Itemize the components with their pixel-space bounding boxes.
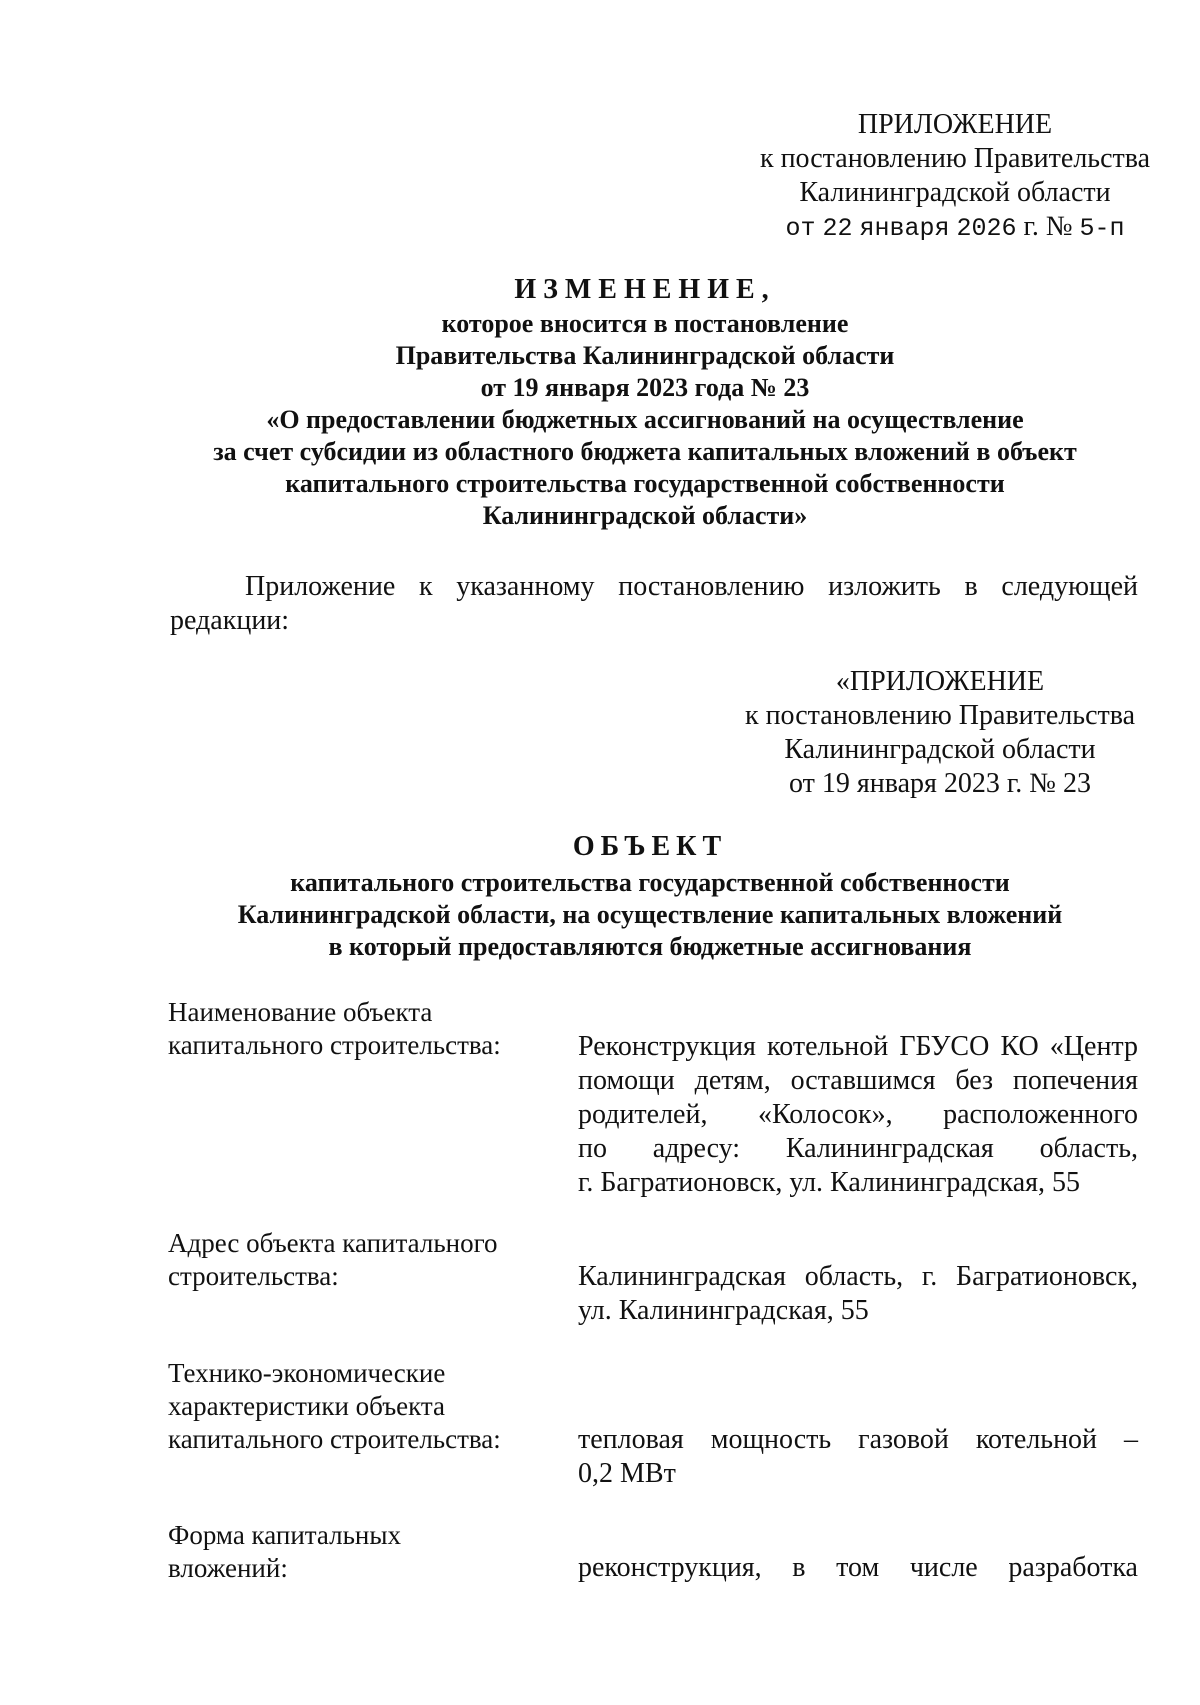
object-heading-line: в который предоставляются бюджетные ассигнования	[328, 932, 972, 961]
field-value-line: 0,2 МВт	[578, 1458, 676, 1489]
date-year: 2026	[956, 214, 1017, 243]
appendix-line-1: к постановлению Правительства	[759, 143, 1151, 174]
appendix-date-line	[730, 210, 1180, 246]
change-heading-line: от 19 января 2023 года № 23	[480, 373, 810, 402]
new-appendix-line-3: от 19 января 2023 г. № 23	[789, 768, 1091, 799]
field-value-line: помощи детям, оставшимся без попечения	[578, 1065, 1138, 1096]
field-value-object-address	[578, 1260, 1138, 1328]
date-day: 22	[822, 214, 853, 243]
field-value-line: г. Багратионовск, ул. Калининградская, 55	[578, 1167, 1081, 1198]
object-heading	[150, 831, 1150, 963]
field-value-technical-characteristics	[578, 1423, 1138, 1491]
field-label-line: Форма капитальных	[168, 1520, 402, 1550]
field-value-object-name	[578, 1030, 1138, 1200]
field-value-line: родителей, «Колосок», расположенного	[578, 1099, 1138, 1130]
field-label-line: капитального строительства:	[168, 1030, 501, 1060]
change-heading-line: капитального строительства государственной собственности	[285, 469, 1005, 498]
object-heading-line: капитального строительства государственной собственности	[290, 868, 1010, 897]
appendix-title: ПРИЛОЖЕНИЕ	[857, 109, 1053, 140]
change-title: ИЗМЕНЕНИЕ,	[514, 274, 776, 305]
field-label-line: строительства:	[168, 1261, 339, 1291]
instruction-line-2: редакции:	[170, 605, 290, 636]
appendix-header	[730, 108, 1180, 246]
object-heading-line: Калининградской области, на осуществление капитальных вложений	[237, 900, 1063, 929]
field-label-investment-form	[168, 1519, 528, 1585]
change-heading-line: Правительства Калининградской области	[395, 341, 895, 370]
new-appendix-line-1: к постановлению Правительства	[744, 700, 1136, 731]
field-value-line: по адресу: Калининградская область,	[578, 1133, 1138, 1164]
change-heading-line: за счет субсидии из областного бюджета капитальных вложений в объект	[213, 437, 1077, 466]
field-value-line: тепловая мощность газовой котельной –	[578, 1424, 1138, 1455]
object-title: ОБЪЕКТ	[572, 831, 728, 862]
instruction-line-1: Приложение к указанному постановлению изложить в следующей	[245, 571, 1138, 602]
field-label-line: вложений:	[168, 1553, 288, 1583]
new-appendix-header	[720, 665, 1160, 801]
change-heading	[150, 274, 1140, 532]
date-prefix: от	[785, 214, 816, 243]
field-label-line: Адрес объекта капитального	[168, 1228, 498, 1258]
field-label-object-name	[168, 996, 528, 1062]
field-label-line: характеристики объекта	[168, 1391, 446, 1421]
field-value-line: Калининградская область, г. Багратионовск,	[578, 1261, 1138, 1292]
field-label-line: Наименование объекта	[168, 997, 433, 1027]
field-label-object-address	[168, 1227, 528, 1293]
document-number: 5-п	[1079, 214, 1125, 243]
field-value-line: Реконструкция котельной ГБУСО КО «Центр	[578, 1031, 1138, 1062]
change-heading-line: «О предоставлении бюджетных ассигнований на осуществление	[266, 405, 1024, 434]
new-appendix-title: «ПРИЛОЖЕНИЕ	[835, 666, 1045, 697]
field-value-line: ул. Калининградская, 55	[578, 1295, 869, 1326]
field-value-line: реконструкция, в том числе разработка	[578, 1552, 1138, 1583]
field-label-line: Технико-экономические	[168, 1358, 446, 1388]
date-month: января	[859, 214, 950, 243]
field-label-line: капитального строительства:	[168, 1424, 501, 1454]
field-label-technical-characteristics	[168, 1357, 528, 1456]
change-heading-line: которое вносится в постановление	[441, 309, 849, 338]
field-value-investment-form	[578, 1551, 1138, 1585]
new-appendix-line-2: Калининградской области	[784, 734, 1096, 765]
appendix-line-2: Калининградской области	[799, 177, 1111, 208]
instruction-paragraph	[170, 570, 1138, 638]
date-suffix: г. №	[1023, 211, 1073, 242]
change-heading-line: Калининградской области»	[482, 501, 808, 530]
